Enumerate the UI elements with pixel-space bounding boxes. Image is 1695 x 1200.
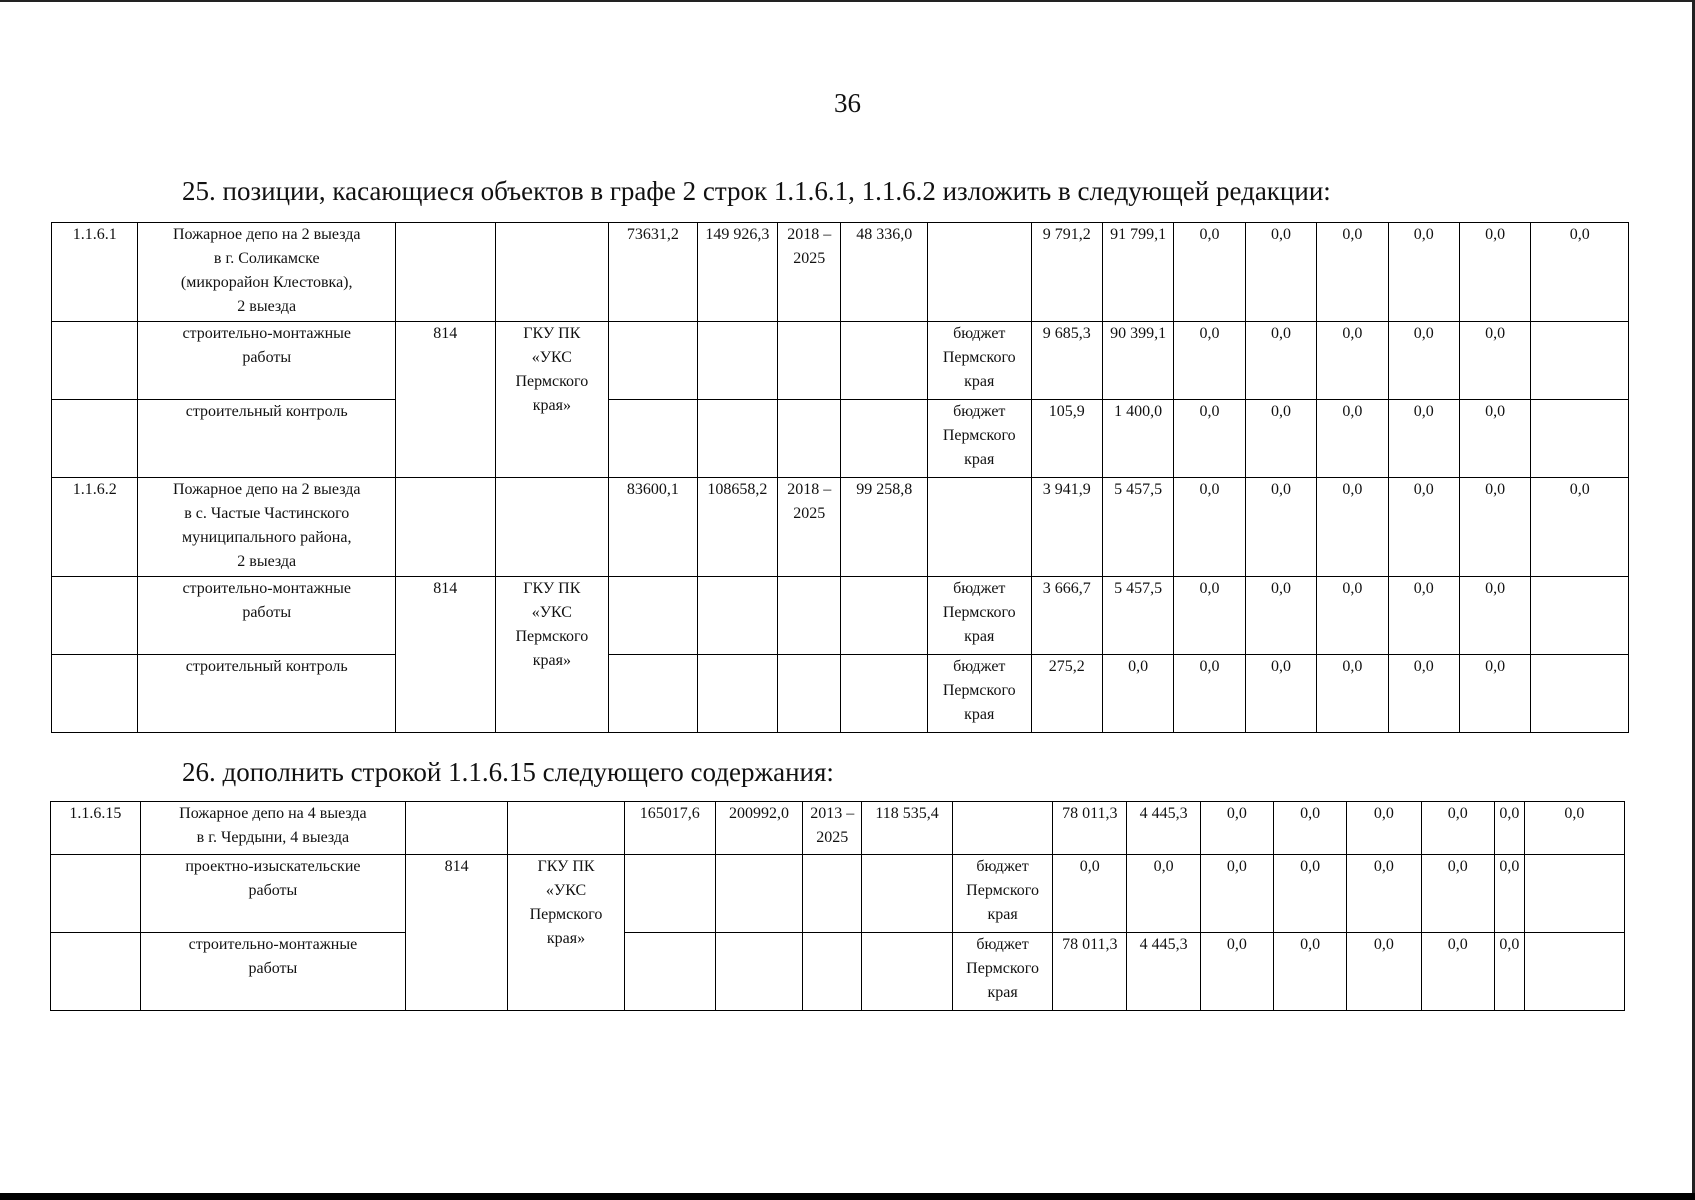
amount-cell: 0,0 <box>1127 855 1200 933</box>
empty-cell <box>697 322 777 400</box>
row-code-cell: 1.1.6.1 <box>52 223 138 322</box>
amount-cell <box>1524 933 1624 1011</box>
empty-cell <box>609 577 698 655</box>
object-name-cell: Пожарное депо на 2 выезда в с. Частые Частинского муниципального района, 2 выезда <box>138 478 395 577</box>
amount-cell: 78 011,3 <box>1053 802 1127 855</box>
grbs-cell <box>395 478 495 577</box>
section-26-heading: 26. дополнить строкой 1.1.6.15 следующего содержания: <box>182 757 834 787</box>
row-code-cell <box>51 933 141 1011</box>
amount-cell: 0,0 <box>1317 322 1388 400</box>
amount-cell <box>1531 577 1629 655</box>
estimated-cost-cell: 200992,0 <box>715 802 803 855</box>
work-type-cell: строительно-монтажные работы <box>138 322 395 400</box>
sub-row <box>52 655 1629 733</box>
funding-source-cell: бюджет Пермского края <box>927 655 1031 733</box>
amount-cell: 0,0 <box>1459 400 1530 478</box>
amount-cell: 0,0 <box>1245 478 1316 577</box>
amount-cell: 78 011,3 <box>1053 933 1127 1011</box>
grbs-cell: 814 <box>395 577 495 733</box>
amount-cell: 0,0 <box>1200 933 1273 1011</box>
amount-cell: 0,0 <box>1494 855 1524 933</box>
empty-cell <box>778 322 841 400</box>
empty-cell <box>715 933 803 1011</box>
amount-cell: 0,0 <box>1524 802 1624 855</box>
row-code-cell <box>52 400 138 478</box>
empty-cell <box>715 855 803 933</box>
amount-cell: 0,0 <box>1174 223 1245 322</box>
amount-cell: 0,0 <box>1317 223 1388 322</box>
grbs-cell: 814 <box>406 855 508 1011</box>
work-type-cell: строительный контроль <box>138 400 395 478</box>
empty-cell <box>697 655 777 733</box>
empty-cell <box>697 400 777 478</box>
amount-cell: 0,0 <box>1273 933 1346 1011</box>
capacity-value-cell: 165017,6 <box>624 802 715 855</box>
empty-cell <box>862 855 953 933</box>
amount-cell: 0,0 <box>1053 855 1127 933</box>
object-name-cell: Пожарное депо на 4 выезда в г. Чердыни, 4 выезда <box>140 802 405 855</box>
amount-cell: 0,0 <box>1200 855 1273 933</box>
amount-cell: 0,0 <box>1347 855 1421 933</box>
amount-cell: 90 399,1 <box>1102 322 1173 400</box>
amount-cell: 0,0 <box>1245 322 1316 400</box>
empty-cell <box>624 855 715 933</box>
scan-border-top <box>0 0 1695 2</box>
executor-cell <box>495 478 609 577</box>
row-code-cell: 1.1.6.15 <box>51 802 141 855</box>
amount-cell: 4 445,3 <box>1127 802 1200 855</box>
empty-cell <box>841 400 927 478</box>
amount-cell: 0,0 <box>1531 223 1629 322</box>
amount-cell: 0,0 <box>1174 577 1245 655</box>
funding-source-cell: бюджет Пермского края <box>953 855 1053 933</box>
period-cell: 2013 – 2025 <box>803 802 862 855</box>
amount-cell: 0,0 <box>1174 478 1245 577</box>
amount-cell: 0,0 <box>1174 322 1245 400</box>
amount-cell: 3 941,9 <box>1031 478 1102 577</box>
executor-cell <box>495 223 609 322</box>
amount-cell: 0,0 <box>1174 655 1245 733</box>
sub-row <box>52 577 1629 655</box>
object-row <box>52 223 1629 322</box>
work-type-cell: строительно-монтажные работы <box>138 577 395 655</box>
sub-row <box>52 322 1629 400</box>
row-code-cell: 1.1.6.2 <box>52 478 138 577</box>
section-25-heading: 25. позиции, касающиеся объектов в графе 2 строк 1.1.6.1, 1.1.6.2 изложить в следующей редакции: <box>182 176 1331 206</box>
amount-cell: 0,0 <box>1200 802 1273 855</box>
executor-cell <box>508 802 625 855</box>
amount-cell: 0,0 <box>1317 655 1388 733</box>
amount-cell: 0,0 <box>1388 577 1459 655</box>
work-type-cell: строительно-монтажные работы <box>140 933 405 1011</box>
funding-source-cell: бюджет Пермского края <box>927 577 1031 655</box>
table-section-25 <box>51 222 1629 733</box>
estimated-cost-cell: 108658,2 <box>697 478 777 577</box>
page-number: 36 <box>834 88 861 118</box>
empty-cell <box>609 322 698 400</box>
scan-border-bottom <box>0 1193 1695 1200</box>
amount-cell: 105,9 <box>1031 400 1102 478</box>
empty-cell <box>841 655 927 733</box>
executor-cell: ГКУ ПК «УКС Пермского края» <box>495 322 609 478</box>
amount-cell: 1 400,0 <box>1102 400 1173 478</box>
amount-cell: 0,0 <box>1347 802 1421 855</box>
amount-cell: 0,0 <box>1388 655 1459 733</box>
amount-cell: 9 791,2 <box>1031 223 1102 322</box>
amount-cell: 0,0 <box>1317 577 1388 655</box>
amount-cell: 0,0 <box>1102 655 1173 733</box>
empty-cell <box>803 933 862 1011</box>
amount-cell: 0,0 <box>1388 322 1459 400</box>
amount-cell: 0,0 <box>1347 933 1421 1011</box>
capacity-value-cell: 83600,1 <box>609 478 698 577</box>
empty-cell <box>778 577 841 655</box>
period-cell: 2018 – 2025 <box>778 478 841 577</box>
empty-cell <box>609 655 698 733</box>
amount-cell: 0,0 <box>1459 223 1530 322</box>
row-code-cell <box>52 655 138 733</box>
amount-cell: 3 666,7 <box>1031 577 1102 655</box>
funding-source-cell <box>927 223 1031 322</box>
object-row <box>52 478 1629 577</box>
amount-cell: 0,0 <box>1459 577 1530 655</box>
row-code-cell <box>52 577 138 655</box>
sub-row <box>52 400 1629 478</box>
financed-before-cell: 99 258,8 <box>841 478 927 577</box>
amount-cell: 0,0 <box>1494 802 1524 855</box>
amount-cell: 0,0 <box>1531 478 1629 577</box>
amount-cell: 0,0 <box>1388 478 1459 577</box>
amount-cell: 0,0 <box>1421 933 1494 1011</box>
empty-cell <box>841 577 927 655</box>
row-code-cell <box>52 322 138 400</box>
sub-row <box>51 855 1625 933</box>
work-type-cell: проектно-изыскательские работы <box>140 855 405 933</box>
amount-cell: 0,0 <box>1174 400 1245 478</box>
amount-cell: 0,0 <box>1421 802 1494 855</box>
amount-cell: 5 457,5 <box>1102 577 1173 655</box>
empty-cell <box>609 400 698 478</box>
amount-cell: 0,0 <box>1421 855 1494 933</box>
grbs-cell <box>406 802 508 855</box>
empty-cell <box>803 855 862 933</box>
capacity-value-cell: 73631,2 <box>609 223 698 322</box>
table-section-26 <box>50 801 1625 1011</box>
amount-cell: 91 799,1 <box>1102 223 1173 322</box>
period-cell: 2018 – 2025 <box>778 223 841 322</box>
amount-cell: 9 685,3 <box>1031 322 1102 400</box>
funding-source-cell: бюджет Пермского края <box>927 400 1031 478</box>
amount-cell: 4 445,3 <box>1127 933 1200 1011</box>
amount-cell: 0,0 <box>1245 577 1316 655</box>
financed-before-cell: 48 336,0 <box>841 223 927 322</box>
executor-cell: ГКУ ПК «УКС Пермского края» <box>495 577 609 733</box>
amount-cell: 0,0 <box>1388 223 1459 322</box>
funding-source-cell: бюджет Пермского края <box>953 933 1053 1011</box>
amount-cell <box>1524 855 1624 933</box>
amount-cell: 0,0 <box>1273 855 1346 933</box>
amount-cell: 5 457,5 <box>1102 478 1173 577</box>
object-name-cell: Пожарное депо на 2 выезда в г. Соликамске (микрорайон Клестовка), 2 выезда <box>138 223 395 322</box>
amount-cell: 0,0 <box>1459 322 1530 400</box>
work-type-cell: строительный контроль <box>138 655 395 733</box>
empty-cell <box>841 322 927 400</box>
amount-cell: 0,0 <box>1245 655 1316 733</box>
amount-cell: 0,0 <box>1273 802 1346 855</box>
amount-cell: 0,0 <box>1245 400 1316 478</box>
estimated-cost-cell: 149 926,3 <box>697 223 777 322</box>
empty-cell <box>624 933 715 1011</box>
grbs-cell: 814 <box>395 322 495 478</box>
funding-source-cell <box>927 478 1031 577</box>
financed-before-cell: 118 535,4 <box>862 802 953 855</box>
executor-cell: ГКУ ПК «УКС Пермского края» <box>508 855 625 1011</box>
amount-cell: 0,0 <box>1388 400 1459 478</box>
empty-cell <box>778 400 841 478</box>
amount-cell: 275,2 <box>1031 655 1102 733</box>
amount-cell: 0,0 <box>1459 655 1530 733</box>
amount-cell <box>1531 655 1629 733</box>
amount-cell: 0,0 <box>1494 933 1524 1011</box>
object-row <box>51 802 1625 855</box>
amount-cell: 0,0 <box>1317 478 1388 577</box>
amount-cell: 0,0 <box>1459 478 1530 577</box>
sub-row <box>51 933 1625 1011</box>
funding-source-cell <box>953 802 1053 855</box>
row-code-cell <box>51 855 141 933</box>
amount-cell <box>1531 400 1629 478</box>
amount-cell: 0,0 <box>1317 400 1388 478</box>
grbs-cell <box>395 223 495 322</box>
empty-cell <box>697 577 777 655</box>
amount-cell: 0,0 <box>1245 223 1316 322</box>
empty-cell <box>862 933 953 1011</box>
empty-cell <box>778 655 841 733</box>
funding-source-cell: бюджет Пермского края <box>927 322 1031 400</box>
amount-cell <box>1531 322 1629 400</box>
